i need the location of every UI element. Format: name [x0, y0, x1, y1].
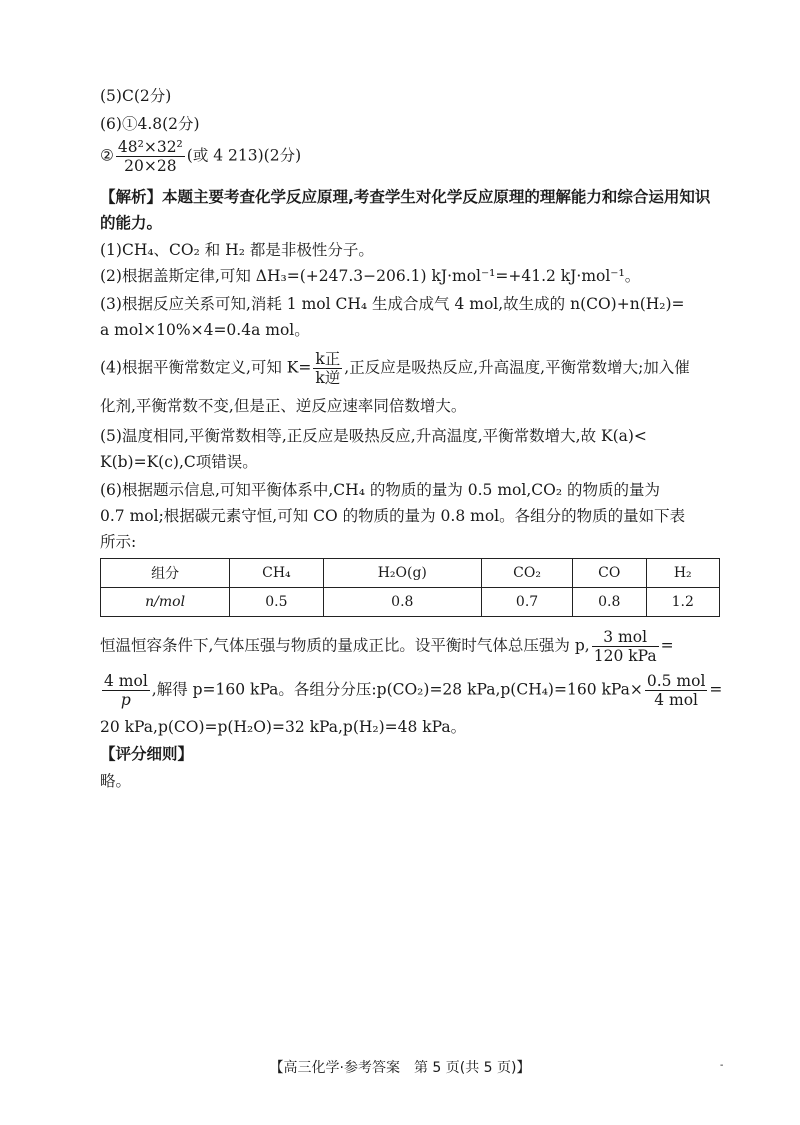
fraction-numerator: 3 mol — [592, 628, 659, 647]
equals-sign: = — [709, 680, 723, 699]
scoring-rules-text: 略。 — [100, 772, 132, 790]
pressure-ratio-fraction — [592, 628, 659, 665]
fraction-numerator: k正 — [315, 350, 341, 368]
table-header-cell: 组分 — [101, 559, 230, 588]
ch4-fraction — [645, 672, 708, 709]
analysis-intro-text: 本题主要考查化学反应原理,考查学生对化学反应原理的理解能力和综合运用知识 — [162, 188, 711, 206]
analysis-p3-line2: a mol×10%×4=0.4a mol。 — [100, 321, 310, 339]
table-cell: 0.5 — [230, 588, 323, 617]
scoring-rules-heading: 【评分细则】 — [100, 745, 194, 763]
table-cell: 0.7 — [482, 588, 573, 617]
analysis-p4-line2: 化剂,平衡常数不变,但是正、逆反应速率同倍数增大。 — [100, 397, 467, 415]
table-cell: n/mol — [101, 588, 230, 617]
calc-text: 恒温恒容条件下,气体压强与物质的量成正比。设平衡时气体总压强为 p, — [100, 636, 590, 655]
table-header-cell: CO — [573, 559, 646, 588]
fraction-numerator: 0.5 mol — [646, 672, 706, 690]
answer-6-2-fraction — [116, 138, 185, 175]
analysis-p5-line2: K(b)=K(c),C项错误。 — [100, 453, 258, 471]
analysis-p6-line2: 0.7 mol;根据碳元素守恒,可知 CO 的物质的量为 0.8 mol。各组分的物质的量如下表 — [100, 507, 686, 525]
p4-text-a: (4)根据平衡常数定义,可知 K= — [100, 358, 312, 377]
calc-line2 — [100, 672, 722, 709]
fraction-numerator: 4 mol — [104, 672, 148, 690]
table-header-cell: H₂O(g) — [323, 559, 482, 588]
table-cell: 0.8 — [573, 588, 646, 617]
analysis-intro-2: 的能力。 — [100, 214, 163, 232]
calc-line3: 20 kPa,p(CO)=p(H₂O)=32 kPa,p(H₂)=48 kPa。 — [100, 718, 467, 736]
table-row — [101, 588, 720, 617]
k-ratio-fraction — [313, 350, 342, 387]
analysis-p6-line1: (6)根据题示信息,可知平衡体系中,CH₄ 的物质的量为 0.5 mol,CO₂ 的物质的量为 — [100, 481, 660, 499]
component-table — [100, 558, 720, 617]
answer-6-2 — [100, 138, 301, 175]
answer-6-2-prefix: ② — [100, 146, 114, 165]
equals-sign: = — [660, 636, 674, 655]
calc-line1 — [100, 628, 674, 665]
table-header-row — [101, 559, 720, 588]
answer-6-2-suffix: (或 4 213)(2分) — [186, 146, 302, 165]
analysis-heading: 【解析】 — [100, 188, 163, 206]
mol-over-p-fraction — [102, 672, 150, 709]
corner-mark: - — [720, 1060, 724, 1071]
answer-6-1: (6)①4.8(2分) — [100, 115, 200, 133]
fraction-denominator: p — [120, 691, 131, 709]
page-footer: 【高三化学·参考答案 第 5 页(共 5 页)】 — [269, 1060, 531, 1076]
p4-text-b: ,正反应是吸热反应,升高温度,平衡常数增大;加入催 — [344, 358, 690, 377]
analysis-p2: (2)根据盖斯定律,可知 ΔH₃=(+247.3−206.1) kJ·mol⁻¹=+41.2 kJ·mol⁻¹。 — [100, 267, 641, 285]
table-header-cell: CH₄ — [230, 559, 323, 588]
analysis-intro-1 — [100, 187, 710, 207]
analysis-p6-line3: 所示: — [100, 533, 137, 551]
table-header-cell: H₂ — [646, 559, 720, 588]
analysis-p5-line1: (5)温度相同,平衡常数相等,正反应是吸热反应,升高温度,平衡常数增大,故 K(a)< — [100, 427, 647, 445]
fraction-denominator: k逆 — [315, 369, 341, 387]
analysis-p4-line1 — [100, 350, 690, 387]
table-cell: 0.8 — [323, 588, 482, 617]
fraction-numerator: 48²×32² — [117, 138, 183, 156]
table-cell: 1.2 — [646, 588, 720, 617]
table-header-cell: CO₂ — [482, 559, 573, 588]
fraction-denominator: 120 kPa — [593, 647, 657, 665]
answer-5: (5)C(2分) — [100, 87, 172, 105]
calc-text: ,解得 p=160 kPa。各组分分压:p(CO₂)=28 kPa,p(CH₄)=160 kPa× — [151, 680, 643, 699]
analysis-p3-line1: (3)根据反应关系可知,消耗 1 mol CH₄ 生成合成气 4 mol,故生成的 n(CO)+n(H₂)= — [100, 295, 685, 313]
analysis-p1: (1)CH₄、CO₂ 和 H₂ 都是非极性分子。 — [100, 241, 374, 259]
fraction-denominator: 20×28 — [124, 157, 177, 175]
fraction-denominator: 4 mol — [654, 691, 699, 709]
